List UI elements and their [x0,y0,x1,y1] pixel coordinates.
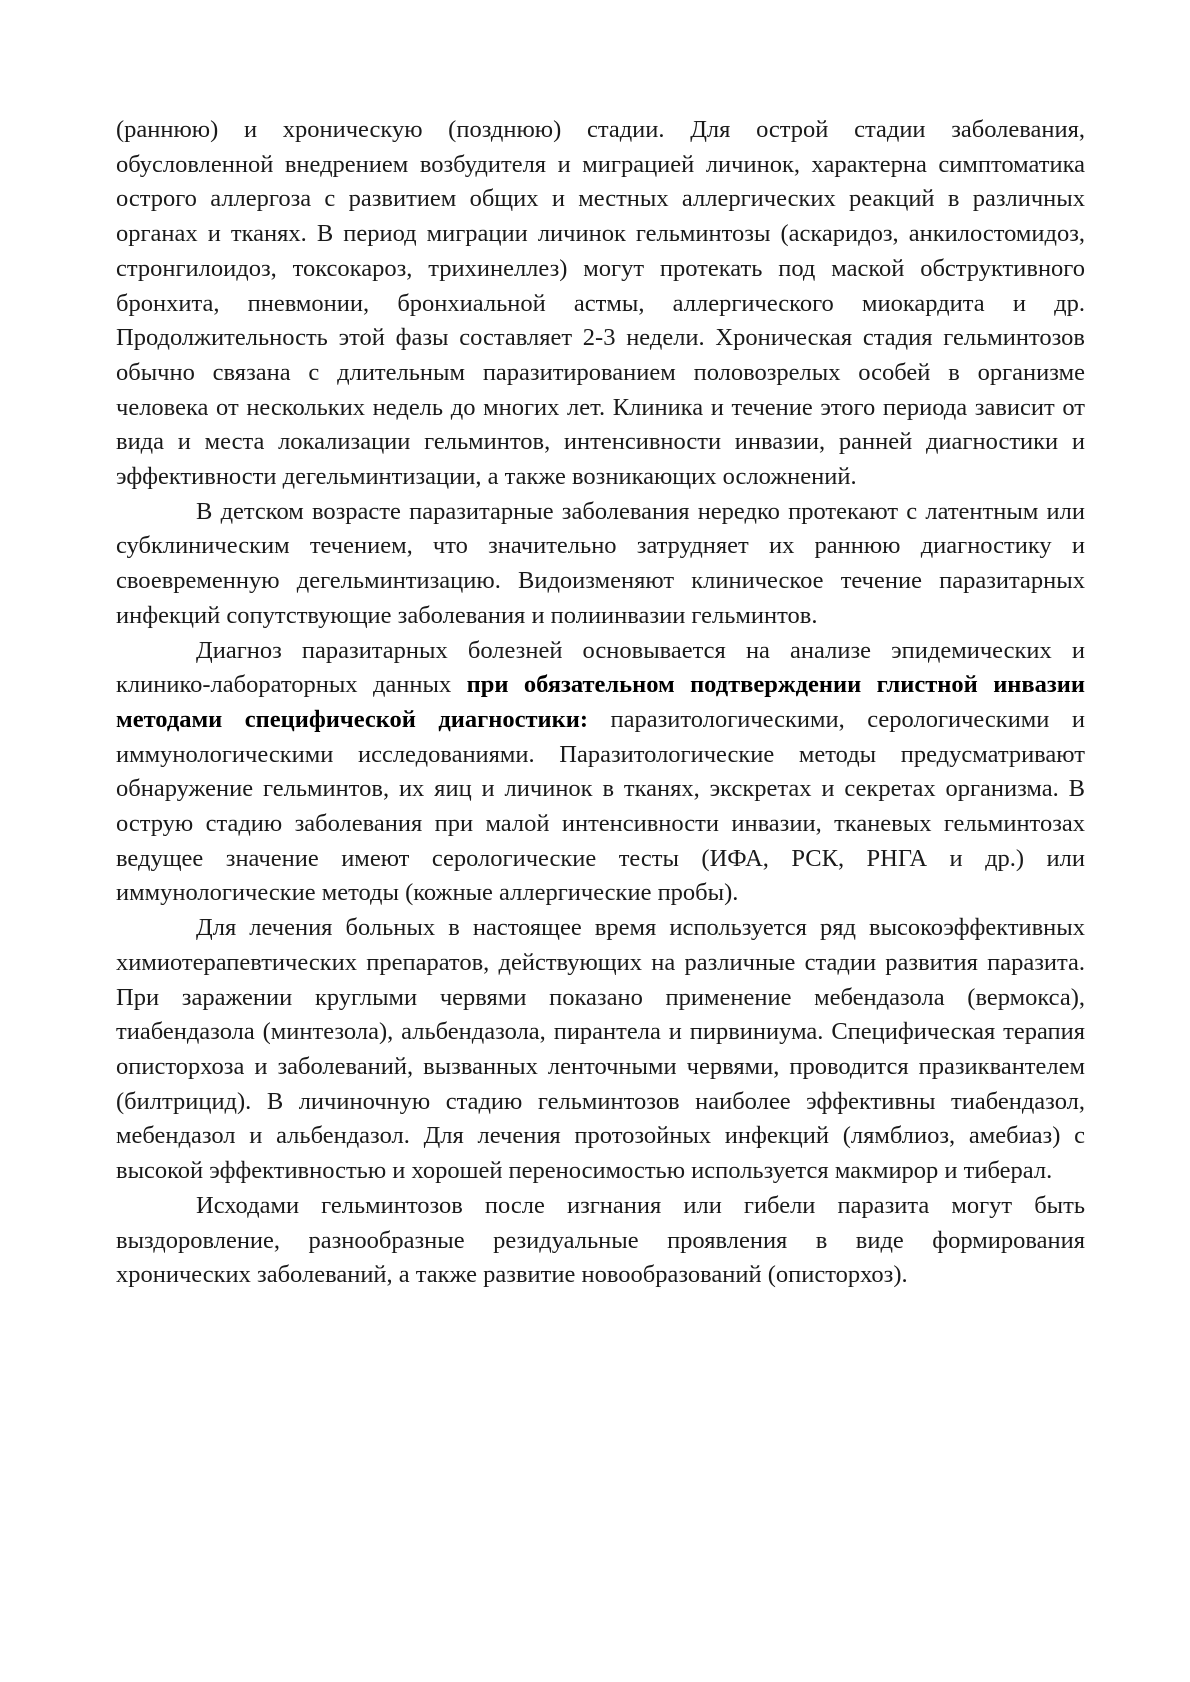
paragraph-outcomes: Исходами гельминтозов после изгнания или гибели паразита могут быть выздоровление, разнообразные резидуальные проявления в виде формирования хронических заболеваний, а также развитие новообразований (описторхоз). [116,1191,1085,1289]
document-page [116,113,1085,1293]
diagnosis-text-before: Диагноз паразитарных болезней основывается на анализе эпидемических и клинико-лабораторных данных [116,636,1085,699]
diagnosis-text-after: паразитологическими, серологическими и иммунологическими исследованиями. Паразитологические методы предусматривают обнаружение гельминтов, их яиц и личинок в тканях, экскретах и секретах организма. В острую стадию заболевания при малой интенсивности инвазии, тканевых гельминтозах ведущее значение имеют серологические тесты (ИФА, РСК, РНГА и др.) или иммунологические методы (кожные аллергические пробы). [116,705,1085,907]
paragraph-diagnosis [116,634,1085,912]
diagnosis-bold-text: при обязательном подтверждении глистной инвазии методами специфической диагностики: [116,671,1085,733]
paragraph-treatment: Для лечения больных в настоящее время используется ряд высокоэффективных химиотерапевтических препаратов, действующих на различные стадии развития паразита. При заражении круглыми червями показано применение мебендазола (вермокса), тиабендазола (минтезола), альбендазола, пирантела и пирвиниума. Специфическая терапия описторхоза и заболеваний, вызванных ленточными червями, проводится празиквантелем (билтрицид). В личиночную стадию гельминтозов наиболее эффективны тиабендазол, мебендазол и альбендазол. Для лечения протозойных инфекций (лямблиоз, амебиаз) с высокой эффективностью и хорошей переносимостью используется макмирор и тиберал. [116,914,1085,1185]
paragraph-children: В детском возрасте паразитарные заболевания нередко протекают с латентным или субклиническим течением, что значительно затрудняет их раннюю диагностику и своевременную дегельминтизацию. Видоизменяют клиническое течение паразитарных инфекций сопутствующие заболевания и полиинвазии гельминтов. [116,497,1085,629]
paragraph-stages: (раннюю) и хроническую (позднюю) стадии. Для острой стадии заболевания, обусловленной внедрением возбудителя и миграцией личинок, характерна симптоматика острого аллергоза с развитием общих и местных аллергических реакций в различных органах и тканях. В период миграции личинок гельминтозы (аскаридоз, анкилостомидоз, стронгилоидоз, токсокароз, трихинеллез) могут протекать под маской обструктивного бронхита, пневмонии, бронхиальной астмы, аллергического миокардита и др. Продолжительность этой фазы составляет 2-3 недели. Хроническая стадия гельминтозов обычно связана с длительным паразитированием половозрелых особей в организме человека от нескольких недель до многих лет. Клиника и течение этого периода зависит от вида и места локализации гельминтов, интенсивности инвазии, ранней диагностики и эффективности дегельминтизации, а также возникающих осложнений. [116,116,1085,491]
